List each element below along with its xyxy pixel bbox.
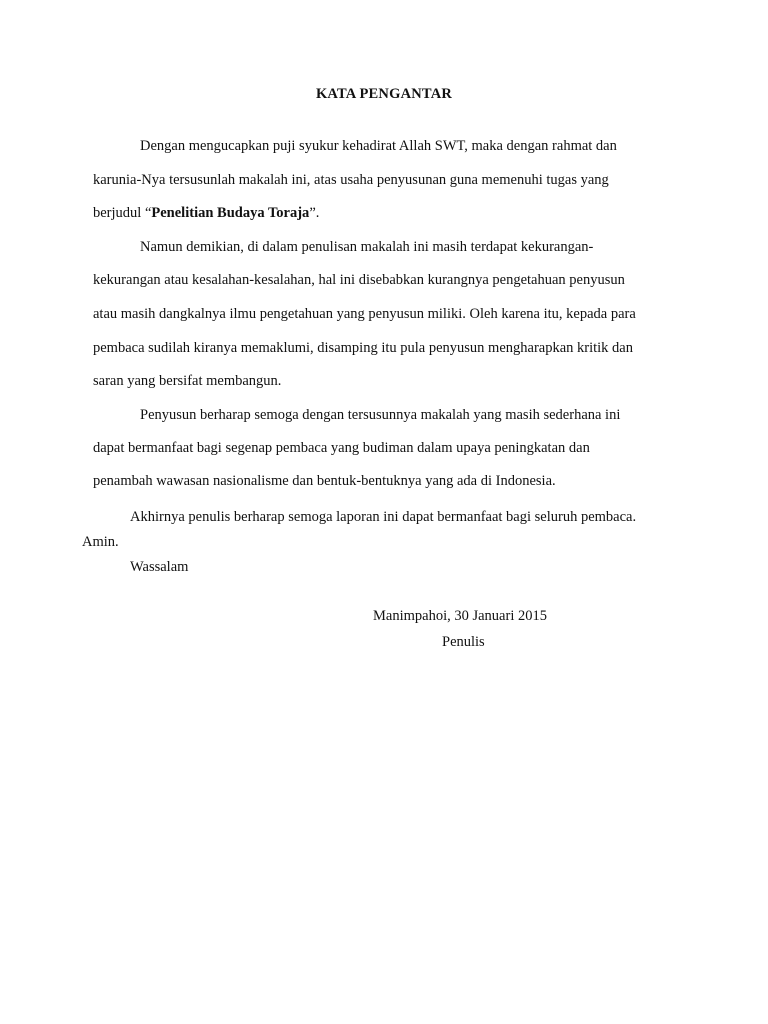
wassalam-line: Wassalam [130,559,189,575]
line-prefix: berjudul “ [93,205,152,221]
paragraph-2-line-4: pembaca sudilah kiranya memaklumi, disamping itu pula penyusun mengharapkan kritik dan [93,340,633,356]
paragraph-1-line-1: Dengan mengucapkan puji syukur kehadirat Allah SWT, maka dengan rahmat dan [140,138,617,154]
bold-title: Penelitian Budaya Toraja [151,205,310,221]
paragraph-3-line-1: Penyusun berharap semoga dengan tersusunnya makalah yang masih sederhana ini [140,407,621,423]
paragraph-2-line-3: atau masih dangkalnya ilmu pengetahuan yang penyusun miliki. Oleh karena itu, kepada para [93,306,636,322]
line-suffix: ”. [309,205,320,221]
paragraph-1-line-2: karunia-Nya tersusunlah makalah ini, atas usaha penyusunan guna memenuhi tugas yang [93,172,609,188]
author-signature: Penulis [442,634,485,650]
closing-line: Akhirnya penulis berharap semoga laporan ini dapat bermanfaat bagi seluruh pembaca. [130,509,637,525]
document-title: KATA PENGANTAR [315,86,453,102]
paragraph-2-line-2: kekurangan atau kesalahan-kesalahan, hal ini disebabkan kurangnya pengetahuan penyusun [93,272,625,288]
paragraph-2-line-1: Namun demikian, di dalam penulisan makalah ini masih terdapat kekurangan- [140,239,594,255]
place-date: Manimpahoi, 30 Januari 2015 [373,608,547,624]
amin-line: Amin. [82,534,119,550]
paragraph-1-line-3 [93,204,319,222]
paragraph-3-line-2: dapat bermanfaat bagi segenap pembaca yang budiman dalam upaya peningkatan dan [93,440,590,456]
paragraph-3-line-3: penambah wawasan nasionalisme dan bentuk-bentuknya yang ada di Indonesia. [93,473,556,489]
paragraph-2-line-5: saran yang bersifat membangun. [93,373,282,389]
